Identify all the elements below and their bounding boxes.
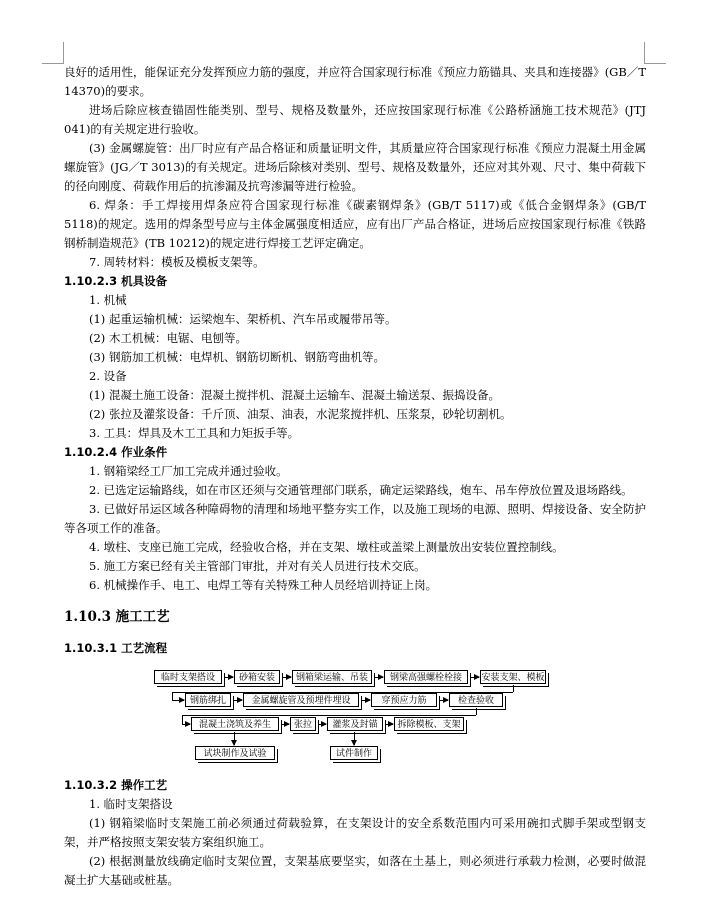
- paragraph-anchor-acceptance: 进场后除应核查锚固性能类别、型号、规格及数量外，还应按国家现行标准《公路桥涵施工技术规范》(JTJ 041)的有关规定进行验收。: [64, 103, 646, 136]
- flow-box-transport-hoisting: 钢箱梁运输、吊装: [292, 670, 372, 684]
- list-item: (1) 钢箱梁临时支架施工前必须通过荷载验算，在支架设计的安全系数范围内可采用碗扣式脚手架或型钢支架，并严格按照支架安装方案组织施工。: [64, 816, 646, 849]
- flow-box-remove-formwork: 拆除模板、支架: [394, 717, 464, 731]
- flow-box-grouting: 灌浆及封锚: [327, 717, 383, 731]
- flow-box-duct-embedment: 金属螺旋管及预埋件埋设: [243, 693, 359, 707]
- flow-connector: [172, 692, 173, 700]
- list-item: 2. 设备: [89, 369, 127, 383]
- flow-arrow-down: [234, 732, 235, 745]
- flow-arrow: [318, 724, 326, 725]
- flow-box-specimen: 试件制作: [330, 746, 378, 760]
- flow-box-sandbox: 砂箱安装: [234, 670, 280, 684]
- paragraph-metal-duct: (3) 金属螺旋管：出厂时应有产品合格证和质量证明文件，其质量应符合国家现行标准《预应力混凝土用金属螺旋管》(JG／T 3013)的有关规定。进场后除核对类别、型号、规格及数量外，还应对其外观、尺寸、集中荷载下的径向刚度、荷载作用后的抗渗漏及抗弯渗漏等进行检验。: [64, 141, 646, 193]
- list-item: 1. 钢箱梁经工厂加工完成并通过验收。: [89, 464, 288, 478]
- flow-box-bolt-connection: 钢梁高强螺栓栓接: [384, 670, 468, 684]
- flow-connector: [513, 685, 514, 692]
- flow-connector: [182, 715, 476, 716]
- list-item: 2. 已选定运输路线，如在市区还须与交通管理部门联系，确定运梁路线，炮车、吊车停放位置及退场路线。: [89, 483, 633, 497]
- flow-box-rebar-binding: 钢筋绑扎: [185, 693, 231, 707]
- flow-box-concrete-pouring: 混凝土浇筑及养生: [191, 717, 279, 731]
- list-item: 1. 临时支架搭设: [89, 797, 173, 811]
- flow-arrow: [470, 677, 479, 678]
- list-item: 3. 工具：焊具及木工工具和力矩扳手等。: [89, 426, 300, 440]
- crop-mark-top-right-horizontal: [645, 63, 666, 64]
- flow-arrow: [439, 700, 448, 701]
- list-item: (1) 混凝土施工设备：混凝土搅拌机、混凝土运输车、混凝土输送泵、振捣设备。: [89, 388, 500, 402]
- flow-arrow: [281, 724, 289, 725]
- flow-arrow: [233, 700, 242, 701]
- flow-box-prestress-tendon: 穿预应力筋: [371, 693, 437, 707]
- flow-box-temporary-support: 临时支架搭设: [154, 670, 222, 684]
- list-item: (2) 根据测量放线确定临时支架位置，支架基底要坚实，如落在土基上，则必须进行承载力检测，必要时做混凝土扩大基础或桩基。: [64, 854, 646, 887]
- flow-box-test-block: 试块制作及试验: [195, 746, 275, 760]
- section-heading-process-flow: 1.10.3.1 工艺流程: [64, 641, 168, 655]
- list-item: (2) 张拉及灌浆设备：千斤顶、油泵、油表，水泥浆搅拌机、压浆泵，砂轮切割机。: [89, 407, 512, 421]
- flow-connector: [182, 715, 183, 724]
- flow-arrow: [282, 677, 291, 678]
- flow-connector: [476, 708, 477, 715]
- list-item: (3) 钢筋加工机械：电焊机、钢筋切断机、钢筋弯曲机等。: [89, 350, 385, 364]
- list-item: 3. 已做好吊运区域各种障碍物的清理和场地平整夯实工作，以及施工现场的电源、照明、焊接设备、安全防护等各项工作的准备。: [64, 502, 646, 535]
- flow-arrow: [361, 700, 370, 701]
- section-heading-operation-process: 1.10.3.2 操作工艺: [64, 778, 168, 792]
- flow-arrow: [182, 724, 190, 725]
- paragraph-turnover-material: 7. 周转材料：模板及模板支架等。: [89, 255, 265, 269]
- flow-arrow: [374, 677, 383, 678]
- section-heading-construction-process: 1.10.3 施工工艺: [64, 609, 170, 625]
- flow-arrow: [385, 724, 393, 725]
- crop-mark-top-left-vertical: [63, 42, 64, 64]
- flow-arrow: [224, 677, 233, 678]
- crop-mark-top-left-horizontal: [42, 63, 63, 64]
- list-item: 6. 机械操作手、电工、电焊工等有关特殊工种人员经培训持证上岗。: [89, 578, 438, 592]
- list-item: 4. 墩柱、支座已施工完成，经验收合格，并在支架、墩柱或盖梁上测量放出安装位置控制线。: [89, 540, 564, 554]
- page-content: [64, 63, 646, 890]
- section-heading-equipment: 1.10.2.3 机具设备: [64, 274, 168, 288]
- section-heading-work-conditions: 1.10.2.4 作业条件: [64, 445, 168, 459]
- paragraph-welding-rod: 6. 焊条：手工焊接用焊条应符合国家现行标准《碳素钢焊条》(GB/T 5117)或《低合金钢焊条》(GB/T 5118)的规定。选用的焊条型号应与主体金属强度相适应，应有出厂产品合格证，进场后应按国家现行标准《铁路钢桥制造规范》(TB 10212)的规定进行焊接工艺评定确定。: [64, 198, 646, 250]
- crop-mark-top-right-vertical: [644, 42, 645, 64]
- paragraph-anchor-requirement: 良好的适用性，能保证充分发挥预应力筋的强度，并应符合国家现行标准《预应力筋锚具、夹具和连接器》(GB／T 14370)的要求。: [64, 65, 646, 98]
- process-flowchart: [64, 666, 646, 768]
- flow-arrow-down: [354, 732, 355, 745]
- list-item: 1. 机械: [89, 293, 127, 307]
- flow-box-inspection: 检查验收: [449, 693, 503, 707]
- list-item: (1) 起重运输机械：运梁炮车、架桥机、汽车吊或履带吊等。: [89, 312, 397, 326]
- list-item: 5. 施工方案已经有关主管部门审批，并对有关人员进行技术交底。: [89, 559, 426, 573]
- flow-box-support-formwork: 安装支架、模板: [480, 670, 546, 684]
- flow-arrow: [172, 700, 184, 701]
- list-item: (2) 木工机械：电锯、电刨等。: [89, 331, 247, 345]
- flow-box-tensioning: 张拉: [290, 717, 316, 731]
